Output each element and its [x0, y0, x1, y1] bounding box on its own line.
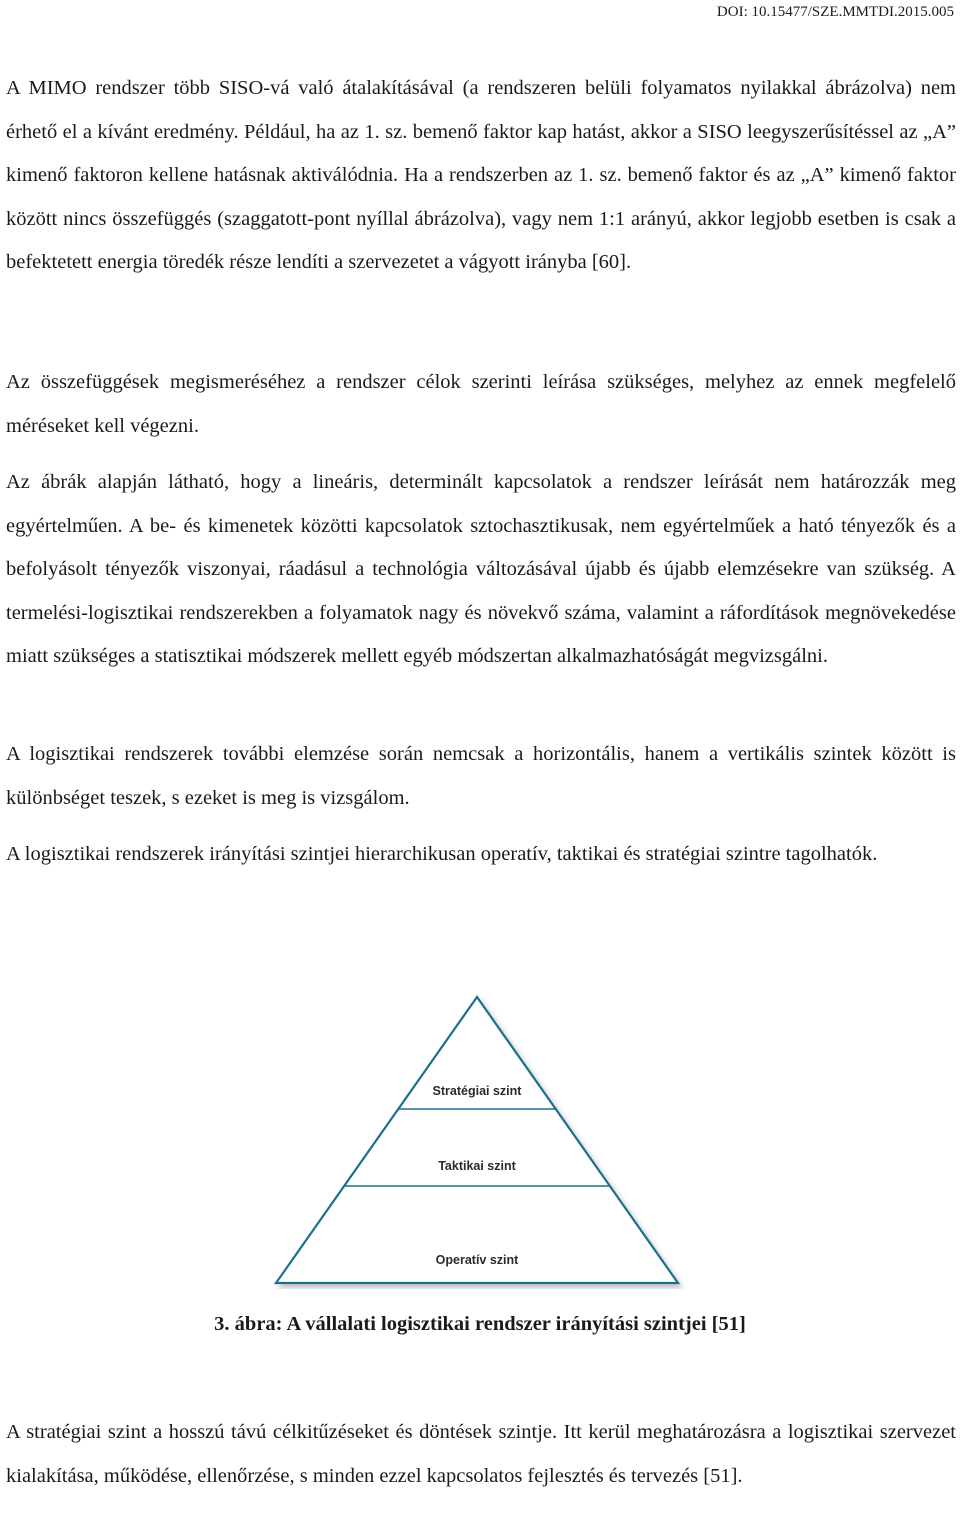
doi-header: DOI: 10.15477/SZE.MMTDI.2015.005: [716, 4, 954, 20]
level-strategic: Stratégiai szint: [432, 1084, 522, 1098]
paragraph-iranyitasi-szintek: A logisztikai rendszerek irányítási szintjei hierarchikusan operatív, taktikai és stratégiai szintre tagolhatók.: [6, 843, 878, 865]
level-operative: Operatív szint: [435, 1253, 519, 1267]
paragraph-tovabbi-elemzes: A logisztikai rendszerek további elemzése során nemcsak a horizontális, hanem a vertikális szintek között is különbséget teszek, s ezeket is meg is vizsgálom.: [6, 743, 956, 809]
paragraph-osszefuggesek: Az összefüggések megismeréséhez a rendszer célok szerinti leírása szükséges, melyhez az ennek megfelelő méréseket kell végezni.: [6, 371, 956, 437]
paragraph-mimo: A MIMO rendszer több SISO-vá való átalakításával (a rendszeren belüli folyamatos nyilakkal ábrázolva) nem érhető el a kívánt eredmény. Például, ha az 1. sz. bemenő faktor kap hatást, akkor a SISO leegyszerűsítéssel az „A” kimenő faktoron kellene hatásnak aktiválódnia. Ha a rendszerben az 1. sz. bemenő faktor és az „A” kimenő faktor között nincs összefüggés (szaggatott-pont nyíllal ábrázolva), vagy nem 1:1 arányú, akkor legjobb esetben is csak a befektetett energia töredék része lendíti a szervezetet a vágyott irányba [60].: [6, 77, 956, 273]
figure-caption: 3. ábra: A vállalati logisztikai rendszer irányítási szintjei [51]: [214, 1313, 746, 1335]
paragraph-strategiai-szint: A stratégiai szint a hosszú távú célkitűzéseket és döntések szintje. Itt kerül meghatározásra a logisztikai szervezet kialakítása, működése, ellenőrzése, s minden ezzel kapcsolatos fejlesztés és tervezés [51].: [6, 1421, 956, 1487]
pyramid-outline: [276, 997, 678, 1283]
pyramid-diagram: [270, 993, 684, 1289]
paragraph-abrak-alapjan: Az ábrák alapján látható, hogy a lineáris, determinált kapcsolatok a rendszer leírását nem határozzák meg egyértelműen. A be- és kimenetek közötti kapcsolatok sztochasztikusak, nem egyértelműek a ható tényezők és a befolyásolt tényezők viszonyai, ráadásul a technológia változásával újabb és újabb elemzésekre van szükség. A termelési-logisztikai rendszerekben a folyamatok nagy és növekvő száma, valamint a ráfordítások megnövekedése miatt szükséges a statisztikai módszerek mellett egyéb módszertan alkalmazhatóságát megvizsgálni.: [6, 471, 956, 667]
level-tactical: Taktikai szint: [438, 1159, 516, 1173]
